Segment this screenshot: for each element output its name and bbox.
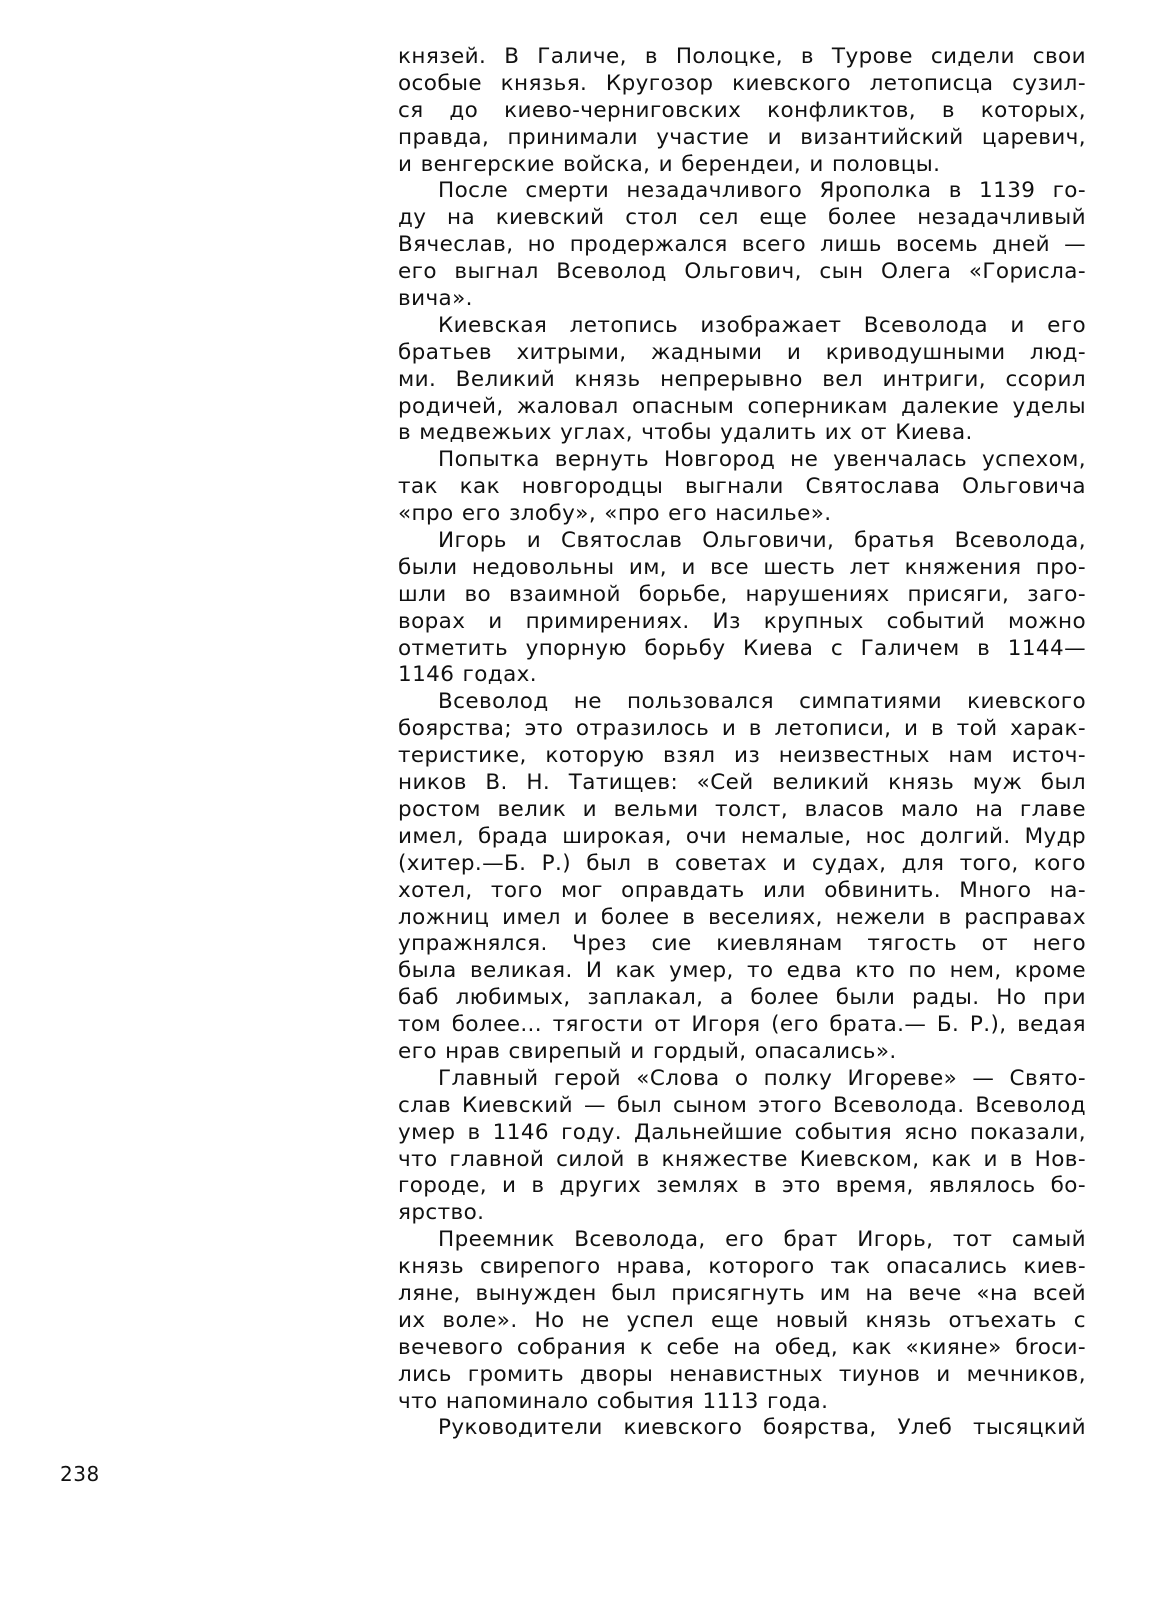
text-line: городе, и в других землях в это время, являлось бо- xyxy=(398,1173,1086,1199)
text-line: Киевская летопись изображает Всеволода и его xyxy=(438,312,1086,338)
text-line: имел, брада широкая, очи немалые, нос долгий. Мудр xyxy=(398,823,1086,849)
text-line: слав Киевский — был сыном этого Всеволода. Всеволод xyxy=(398,1092,1086,1118)
text-line: ложниц имел и более в веселиях, нежели в расправах xyxy=(398,904,1086,930)
text-line: «про его злобу», «про его насилье». xyxy=(398,501,832,527)
text-line: что напоминало события 1113 года. xyxy=(398,1388,829,1414)
text-line: лись громить дворы ненавистных тиунов и мечников, xyxy=(398,1361,1086,1387)
text-line: Вячеслав, но продержался всего лишь восемь дней — xyxy=(398,232,1086,258)
text-line: его выгнал Всеволод Ольгович, сын Олега «Горисла- xyxy=(398,259,1086,285)
text-line: вечевого собрания к себе на обед, как «кияне» бroси- xyxy=(398,1334,1086,1360)
text-line: Главный герой «Слова о полку Игореве» — Свято- xyxy=(438,1065,1086,1091)
text-line: ляне, вынужден был присягнуть им на вече «на всей xyxy=(398,1280,1086,1306)
text-line: князь свирепого нрава, которого так опасались киев- xyxy=(398,1254,1086,1280)
text-line: 1146 годах. xyxy=(398,662,537,688)
text-line: князей. В Галиче, в Полоцке, в Турове сидели свои xyxy=(398,44,1086,69)
text-line: ростом велик и вельми толст, власов мало на главе xyxy=(398,796,1086,822)
text-line: Всеволод не пользовался симпатиями киевского xyxy=(438,689,1086,715)
text-line: (хитер.—Б. Р.) был в советах и судах, для того, кого xyxy=(398,850,1086,876)
text-line: родичей, жаловал опасным соперникам далекие уделы xyxy=(398,393,1086,419)
text-line: ся до киево-черниговских конфликтов, в которых, xyxy=(398,97,1086,123)
text-line: ников В. Н. Татищев: «Сей великий князь муж был xyxy=(398,770,1086,796)
text-line: в медвежьих углах, чтобы удалить их от Киева. xyxy=(398,420,973,446)
text-line: Преемник Всеволода, его брат Игорь, тот самый xyxy=(438,1227,1086,1253)
text-line: теристике, которую взял из неизвестных нам источ- xyxy=(398,743,1086,769)
text-line: баб любимых, заплакал, а более были рады. Но при xyxy=(398,985,1086,1011)
text-line: Попытка вернуть Новгород не увенчалась успехом, xyxy=(438,447,1086,473)
text-line: его нрав свирепый и гордый, опасались». xyxy=(398,1038,897,1064)
text-line: ми. Великий князь непрерывно вел интриги, ссорил xyxy=(398,366,1086,392)
text-line: Руководители киевского боярства, Улеб тысяцкий xyxy=(438,1415,1086,1441)
text-line: ворах и примирениях. Из крупных событий можно xyxy=(398,608,1086,634)
text-line: братьев хитрыми, жадными и криводушными люд- xyxy=(398,339,1086,365)
text-line: отметить упорную борьбу Киева с Галичем в 1144— xyxy=(398,635,1086,661)
text-line: Игорь и Святослав Ольговичи, братья Всеволода, xyxy=(438,528,1086,554)
text-line: ярство. xyxy=(398,1200,485,1226)
text-line: хотел, того мог оправдать или обвинить. Много на- xyxy=(398,877,1086,903)
text-line: была великая. И как умер, то едва кто по нем, кроме xyxy=(398,958,1086,984)
text-line: и венгерские войска, и берендеи, и половцы. xyxy=(398,151,941,177)
text-line: том более... тягости от Игоря (его брата.— Б. Р.), ведая xyxy=(398,1012,1086,1038)
text-line: боярства; это отразилось и в летописи, и в той харак- xyxy=(398,716,1086,742)
page-number: 238 xyxy=(60,1462,100,1486)
text-line: упражнялся. Чрез сие киевлянам тягость от него xyxy=(398,931,1086,957)
text-line: ду на киевский стол сел еще более незадачливый xyxy=(398,205,1086,231)
text-line: правда, принимали участие и византийский царевич, xyxy=(398,124,1086,150)
text-line: так как новгородцы выгнали Святослава Ольговича xyxy=(398,474,1086,500)
body-text xyxy=(398,44,1086,1442)
text-line: их воле». Но не успел еще новый князь отъехать с xyxy=(398,1307,1086,1333)
text-line: шли во взаимной борьбе, нарушениях присяги, заго- xyxy=(398,581,1086,607)
text-line: были недовольны им, и все шесть лет княжения про- xyxy=(398,554,1086,580)
text-line: умер в 1146 году. Дальнейшие события ясно показали, xyxy=(398,1119,1086,1145)
text-line: особые князья. Кругозор киевского летописца сузил- xyxy=(398,70,1086,96)
text-line: вича». xyxy=(398,286,473,312)
text-line: После смерти незадачливого Ярополка в 1139 го- xyxy=(438,178,1086,204)
text-line: что главной силой в княжестве Киевском, как и в Нов- xyxy=(398,1146,1086,1172)
